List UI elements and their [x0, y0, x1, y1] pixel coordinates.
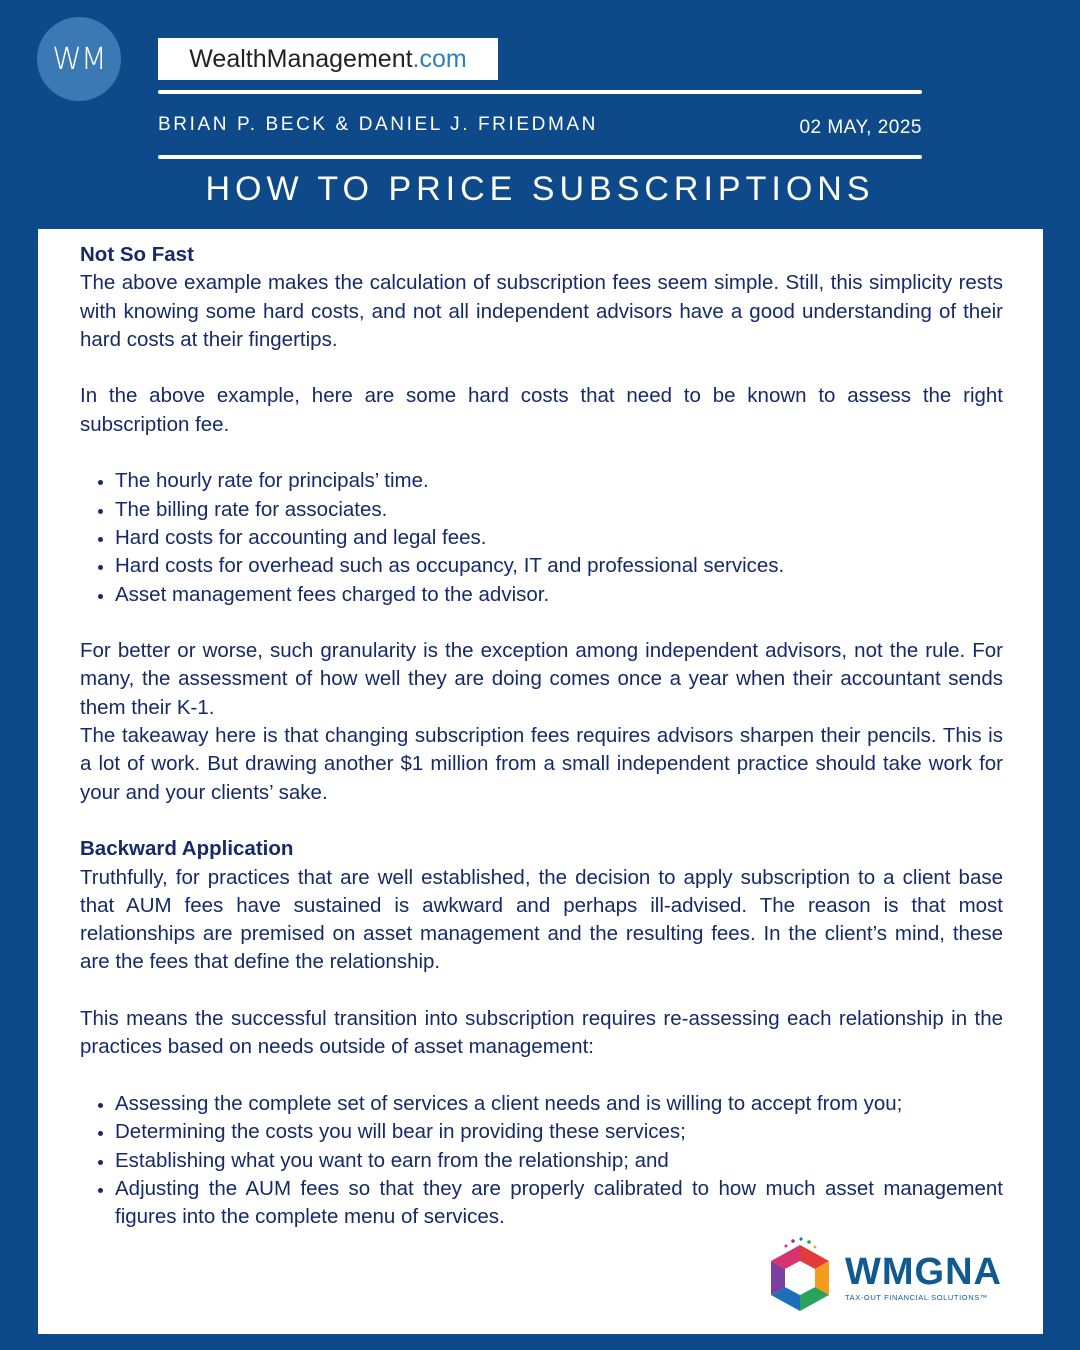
- bullet-list: [80, 1090, 1003, 1231]
- list-item: • Asset management fees charged to the advisor.: [115, 581, 1003, 609]
- list-item: • The hourly rate for principals’ time.: [115, 467, 1003, 495]
- bullet-list: [80, 467, 1003, 608]
- list-item: • Determining the costs you will bear in providing these services;: [115, 1118, 1003, 1146]
- header-divider-top: [158, 90, 922, 94]
- section-heading: Not So Fast: [80, 243, 194, 266]
- paragraph: For better or worse, such granularity is the exception among independent advisors, not the rule. For many, the assessment of how well they are doing comes once a year when their accountant sends them their K-1.: [80, 639, 1003, 719]
- paragraph: Truthfully, for practices that are well established, the decision to apply subscription to a client base that AUM fees have sustained is awkward and perhaps ill-advised. The reason is that most relationships are premised on asset management and the resulting fees. In the client’s mind, these are the fees that define the relationship.: [80, 865, 1003, 974]
- article-content: [80, 241, 1003, 1231]
- header-divider-bottom: [158, 155, 922, 159]
- wmgna-wordmark: [845, 1250, 1002, 1302]
- wm-logo: [37, 17, 121, 101]
- wm-logo-text: WM: [52, 41, 106, 77]
- paragraph: The above example makes the calculation of subscription fees seem simple. Still, this simplicity rests with knowing some hard costs, and not all independent advisors have a good understanding of their hard costs at their fingertips.: [80, 271, 1003, 351]
- paragraph: This means the successful transition into subscription requires re-assessing each relationship in the practices based on needs outside of asset management:: [80, 1007, 1003, 1059]
- list-item: • Hard costs for overhead such as occupancy, IT and professional services.: [115, 552, 1003, 580]
- site-name-box: [158, 38, 498, 80]
- site-tld: .com: [412, 44, 467, 73]
- section-heading: Backward Application: [80, 837, 294, 861]
- paragraph: The takeaway here is that changing subscription fees requires advisors sharpen their pencils. This is a lot of work. But drawing another $1 million from a small independent practice should take work for your and your clients’ sake.: [80, 724, 1003, 804]
- list-item: • Adjusting the AUM fees so that they are properly calibrated to how much asset management figures into the complete menu of services.: [115, 1175, 1003, 1232]
- wmgna-hexagon-icon: [765, 1237, 835, 1317]
- wmgna-brand: [765, 1237, 1025, 1317]
- list-item: • Hard costs for accounting and legal fees.: [115, 524, 1003, 552]
- brand-name: WMGNA: [845, 1250, 1002, 1293]
- authors: BRIAN P. BECK & DANIEL J. FRIEDMAN: [158, 114, 598, 135]
- list-item: • Establishing what you want to earn from the relationship; and: [115, 1147, 1003, 1175]
- article-panel: [38, 229, 1043, 1334]
- list-item: • The billing rate for associates.: [115, 496, 1003, 524]
- page-title: HOW TO PRICE SUBSCRIPTIONS: [205, 170, 875, 208]
- site-name: WealthManagement: [189, 44, 413, 73]
- paragraph: In the above example, here are some hard costs that need to be known to assess the right subscription fee.: [80, 384, 1003, 436]
- brand-tagline: TAX-OUT FINANCIAL SOLUTIONS™: [845, 1292, 988, 1302]
- list-item: • Assessing the complete set of services a client needs and is willing to accept from you;: [115, 1090, 1003, 1118]
- publish-date: 02 MAY, 2025: [799, 117, 922, 138]
